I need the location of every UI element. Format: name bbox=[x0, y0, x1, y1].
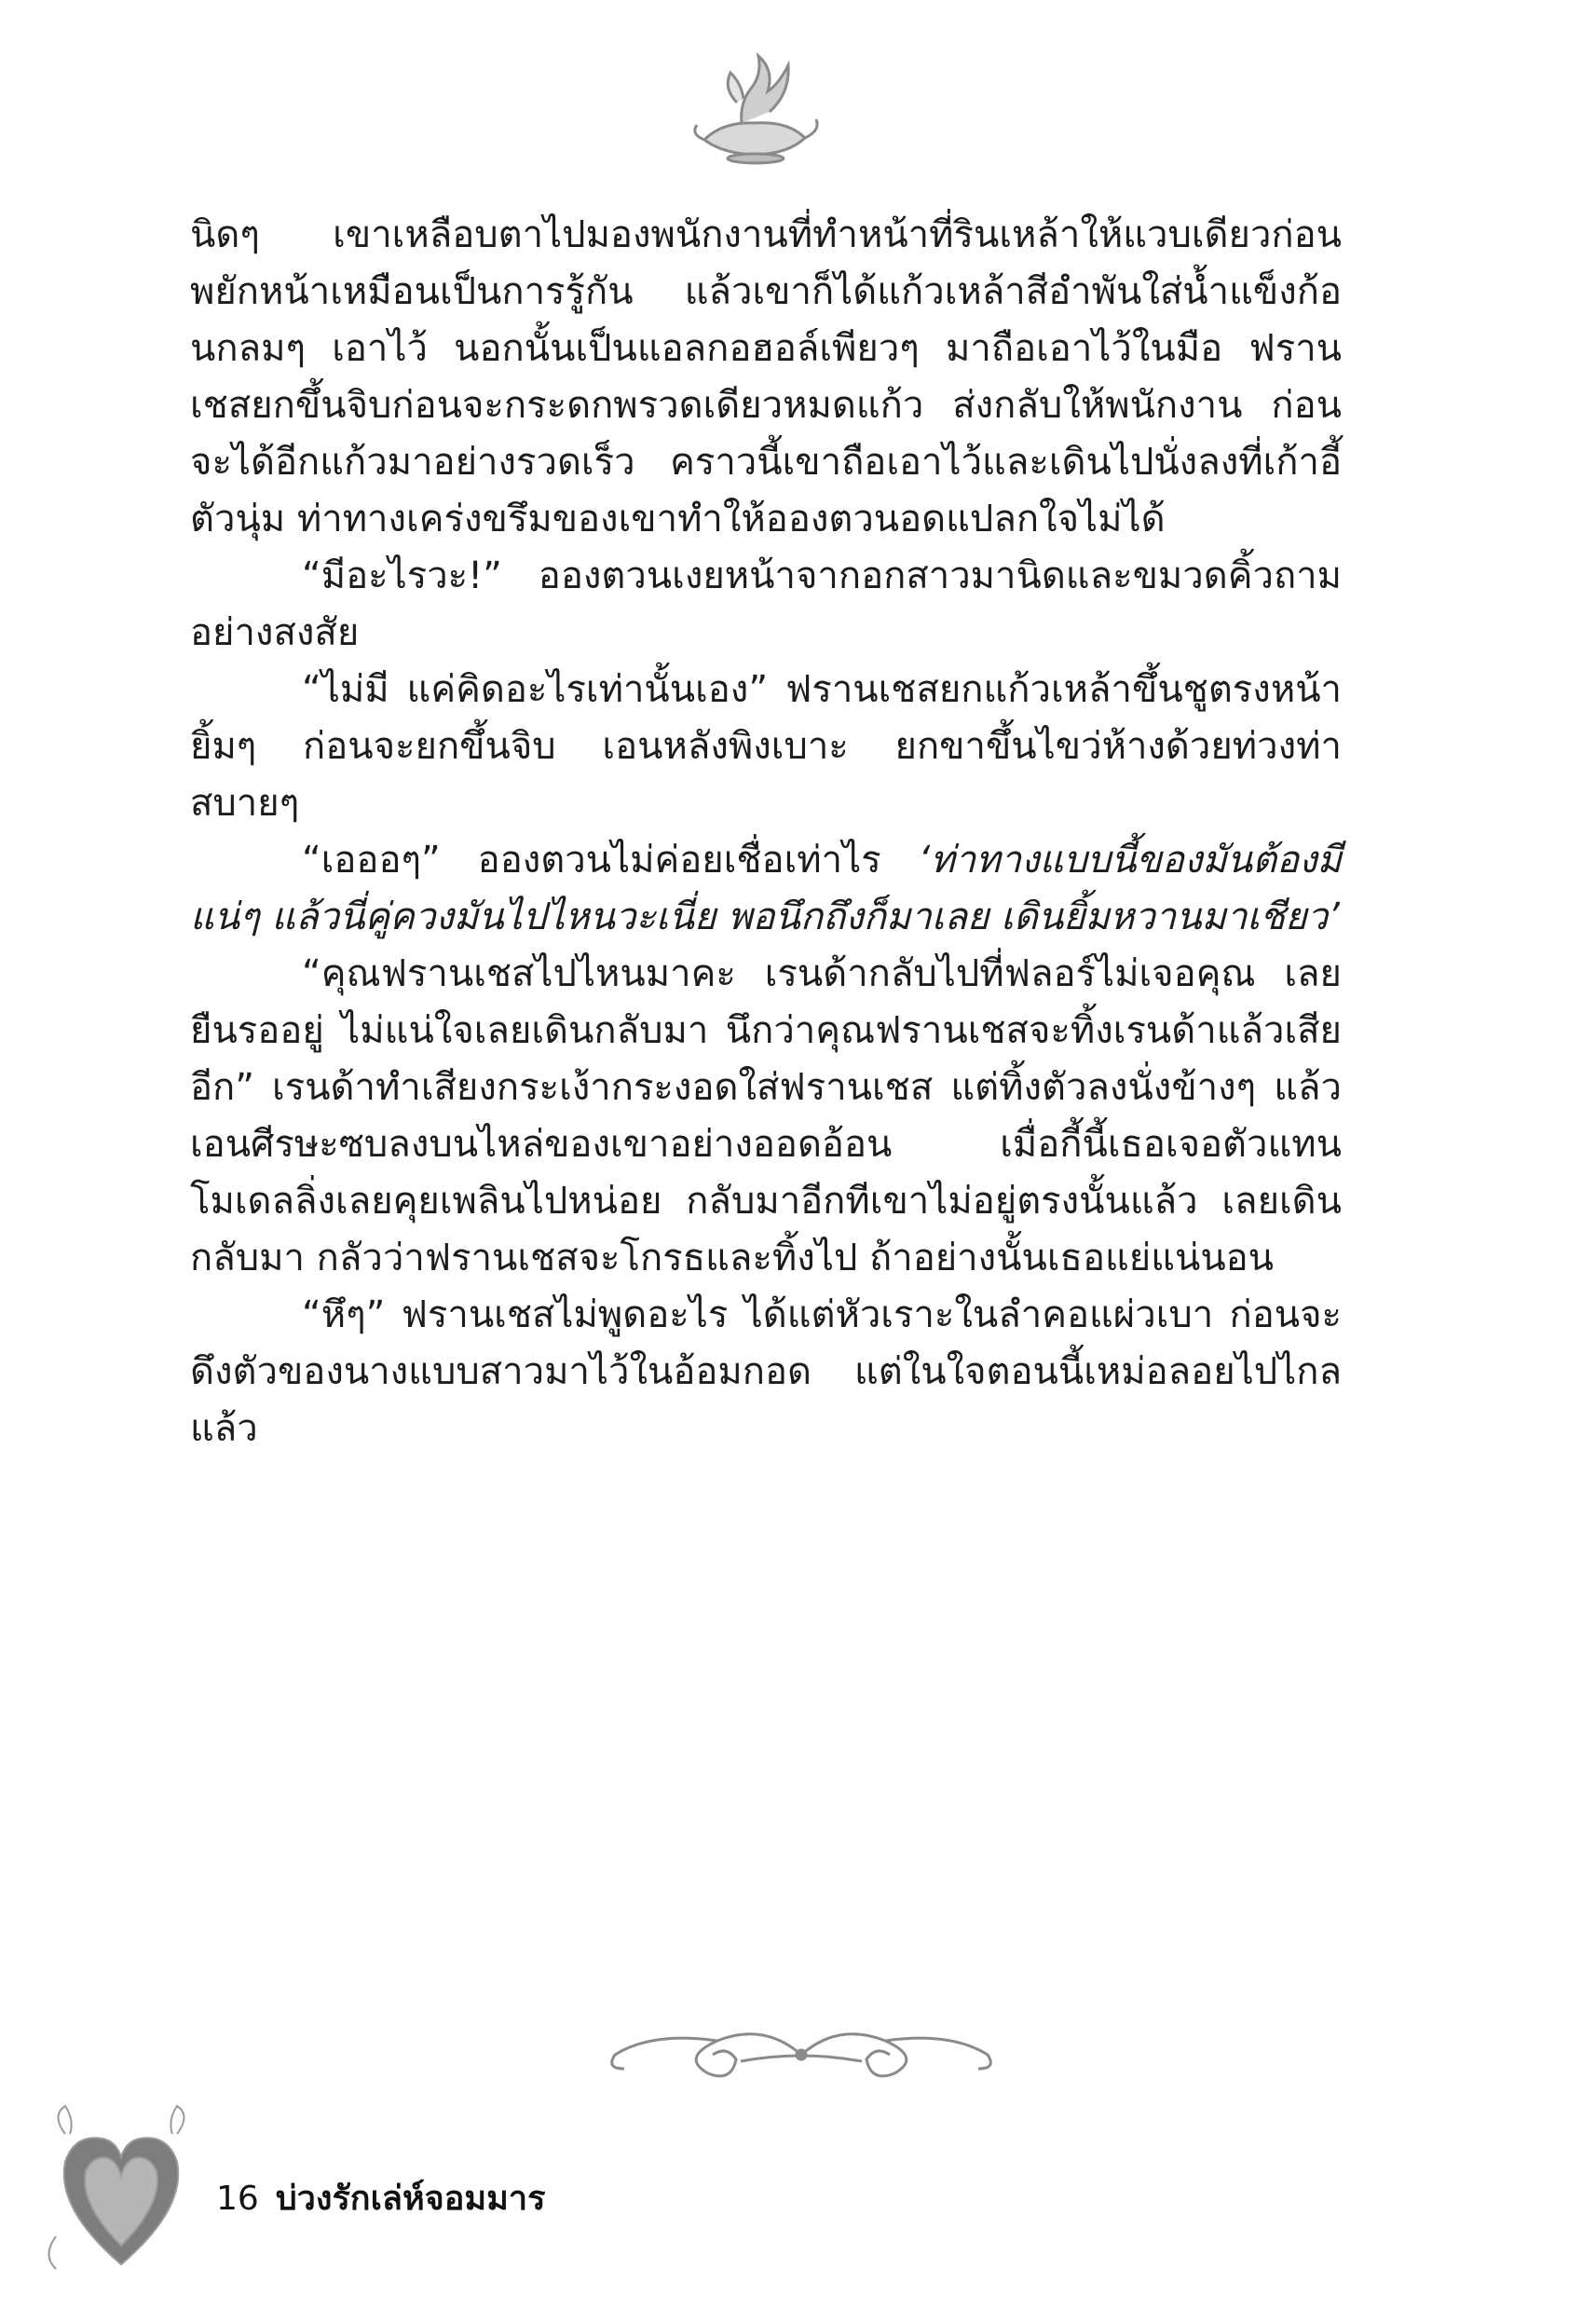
heart-flourish-ornament-icon bbox=[37, 2097, 205, 2283]
genie-lamp-ornament-icon bbox=[686, 37, 825, 168]
paragraph: “หึๆ” ฟรานเชสไม่พูดอะไร ได้แต่หัวเราะในลำคอแผ่วเบา ก่อนจะดึงตัวของนางแบบสาวมาไว้ในอ้อมกอด แต่ในใจตอนนี้เหม่อลอยไปไกลแล้ว bbox=[190, 1293, 1342, 1450]
paragraph: “มีอะไรวะ!” อองตวนเงยหน้าจากอกสาวมานิดและขมวดคิ้วถามอย่างสงสัย bbox=[190, 554, 1342, 654]
scroll-divider-ornament-icon bbox=[578, 2003, 1025, 2106]
paragraph bbox=[190, 832, 1342, 946]
paragraph: “ไม่มี แค่คิดอะไรเท่านั้นเอง” ฟรานเชสยกแก้วเหล้าขึ้นชูตรงหน้ายิ้มๆ ก่อนจะยกขึ้นจิบ เอนหลังพิงเบาะ ยกขาขึ้นไขว่ห้างด้วยท่วงท่าสบายๆ bbox=[190, 668, 1342, 825]
paragraph: “คุณฟรานเชสไปไหนมาคะ เรนด้ากลับไปที่ฟลอร์ไม่เจอคุณ เลยยืนรออยู่ ไม่แน่ใจเลยเดินกลับมา นึกว่าคุณฟรานเชสจะทิ้งเรนด้าแล้วเสียอีก” เรนด้าทำเสียงกระเง้ากระงอดใส่ฟรานเชส แต่ทิ้งตัวลงนั่งข้างๆ แล้วเอนศีรษะซบลงบนไหล่ของเขาอย่างออดอ้อน เมื่อกี้นี้เธอเจอตัวแทนโมเดลลิ่งเลยคุยเพลินไปหน่อย กลับมาอีกทีเขาไม่อยู่ตรงนั้นแล้ว เลยเดินกลับมา กลัวว่าฟรานเชสจะโกรธและทิ้งไป ถ้าอย่างนั้นเธอแย่แน่นอน bbox=[190, 952, 1342, 1279]
italic-thought: ‘ท่าทางแบบนี้ของมันต้องมีแน่ๆ แล้วนี่คู่ควงมันไปไหนวะเนี่ย พอนึกถึงก็มาเลย เดินยิ้มหวานมาเชียว’ bbox=[190, 839, 1342, 938]
page-footer bbox=[216, 2171, 545, 2224]
paragraph: นิดๆ เขาเหลือบตาไปมองพนักงานที่ทำหน้าที่รินเหล้าให้แวบเดียวก่อน พยักหน้าเหมือนเป็นการรู้กัน แล้วเขาก็ได้แก้วเหล้าสีอำพันใส่น้ำแข็งก้อนกลมๆ เอาไว้ นอกนั้นเป็นแอลกอฮอล์เพียวๆ มาถือเอาไว้ในมือ ฟรานเชสยกขึ้นจิบก่อนจะกระดกพรวดเดียวหมดแก้ว ส่งกลับให้พนักงาน ก่อนจะได้อีกแก้วมาอย่างรวดเร็ว คราวนี้เขาถือเอาไว้และเดินไปนั่งลงที่เก้าอี้ตัวนุ่ม ท่าทางเคร่งขรึมของเขาทำให้อองตวนอดแปลกใจไม่ได้ bbox=[190, 213, 1342, 540]
page-number: 16 bbox=[216, 2180, 259, 2218]
body-text bbox=[190, 207, 1342, 1457]
quote-text: “เอออๆ” อองตวนไม่ค่อยเชื่อเท่าไร bbox=[302, 839, 919, 882]
book-title: บ่วงรักเล่ห์จอมมาร bbox=[275, 2180, 546, 2218]
